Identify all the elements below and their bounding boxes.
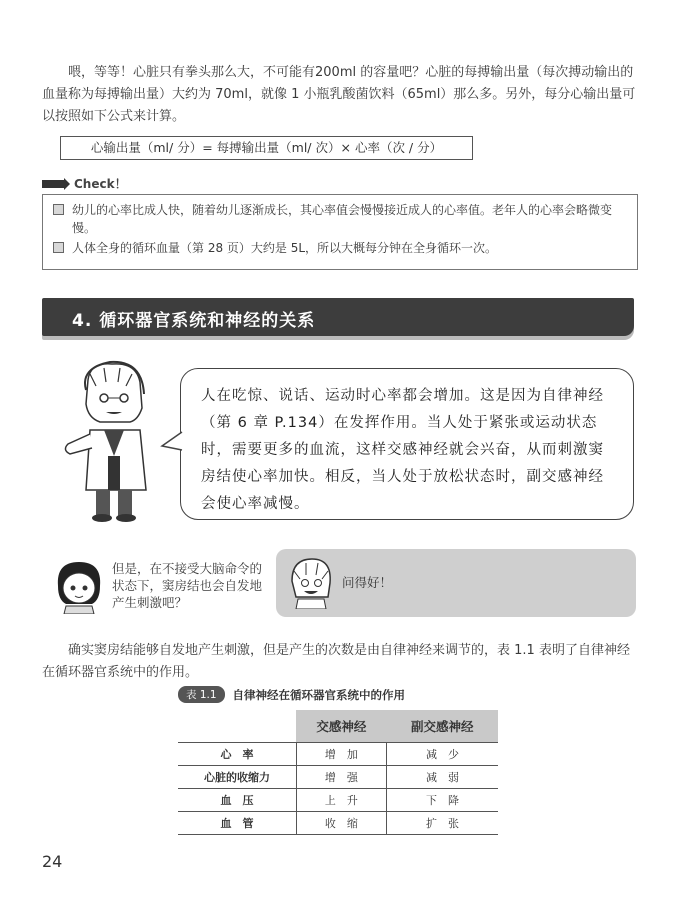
table-row-header: 血 管 — [178, 812, 296, 835]
checkbox-icon — [53, 242, 64, 253]
section-title: 4. 循环器官系统和神经的关系 — [72, 311, 316, 331]
arrow-icon — [42, 180, 64, 188]
formula-box: 心输出量（ml/ 分）= 每搏输出量（ml/ 次）× 心率（次 / 分） — [60, 136, 473, 160]
speech-bubble: 人在吃惊、说话、运动时心率都会增加。这是因为自律神经（第 6 章 P.134）在发挥作用。当人处于紧张或运动状态时，需要更多的血流，这样交感神经就会兴奋，从而刺激窦房结使心率加快。相反，当人处于放松状态时，副交感神经会使心率减慢。 — [180, 368, 634, 520]
table-header-cell: 副交感神经 — [386, 710, 498, 743]
table-cell: 扩 张 — [386, 812, 498, 835]
intro-paragraph: 喂，等等！心脏只有拳头那么大，不可能有200ml 的容量吧？心脏的每搏输出量（每次搏动输出的血量称为每搏输出量）大约为 70ml，就像 1 小瓶乳酸菌饮料（65ml）那么多。另外，每分心输出量可以按照如下公式来计算。 — [42, 65, 636, 124]
autonomic-table — [178, 710, 498, 835]
table-row — [178, 743, 498, 766]
check-item-text: 人体全身的循环血量（第 28 页）大约是 5L，所以大概每分钟在全身循环一次。 — [72, 241, 498, 255]
speech-tail-icon — [160, 430, 184, 454]
checkbox-icon — [53, 204, 64, 215]
check-item-text: 幼儿的心率比成人快，随着幼儿逐渐成长，其心率值会慢慢接近成人的心率值。老年人的心率会略微变慢。 — [72, 203, 613, 235]
table-cell: 下 降 — [386, 789, 498, 812]
section-header — [42, 298, 634, 336]
table-header-cell — [178, 710, 296, 743]
table-caption — [178, 686, 405, 703]
table-row-header: 血 压 — [178, 789, 296, 812]
table-header-cell: 交感神经 — [296, 710, 386, 743]
table-header-row — [178, 710, 498, 743]
table-row-header: 心 率 — [178, 743, 296, 766]
check-heading-label: Check！ — [74, 177, 127, 191]
table-row — [178, 812, 498, 835]
girl-avatar-icon — [50, 556, 108, 614]
table-cell: 增 加 — [296, 743, 386, 766]
check-item — [53, 239, 627, 257]
table-cell: 减 少 — [386, 743, 498, 766]
table-caption-text: 自律神经在循环器官系统中的作用 — [232, 687, 406, 702]
check-box — [42, 194, 638, 270]
question-text: 但是，在不接受大脑命令的状态下，窦房结也会自发地产生刺激吧？ — [112, 561, 263, 610]
table-tag: 表 1.1 — [178, 686, 225, 703]
table-cell: 收 缩 — [296, 812, 386, 835]
table-cell: 减 弱 — [386, 766, 498, 789]
check-item — [53, 201, 627, 237]
reply-text: 问得好！ — [342, 575, 393, 590]
reply-box — [276, 549, 636, 617]
table-cell: 增 强 — [296, 766, 386, 789]
body-paragraph: 确实窦房结能够自发地产生刺激，但是产生的次数是由自律神经来调节的，表 1.1 表明了自律神经在循环器官系统中的作用。 — [42, 643, 630, 680]
table-row — [178, 766, 498, 789]
doctor-avatar-icon — [286, 557, 336, 609]
table-cell: 上 升 — [296, 789, 386, 812]
check-heading — [42, 175, 127, 192]
table-row-header: 心脏的收缩力 — [178, 766, 296, 789]
table-row — [178, 789, 498, 812]
page-number: 24 — [42, 852, 63, 871]
